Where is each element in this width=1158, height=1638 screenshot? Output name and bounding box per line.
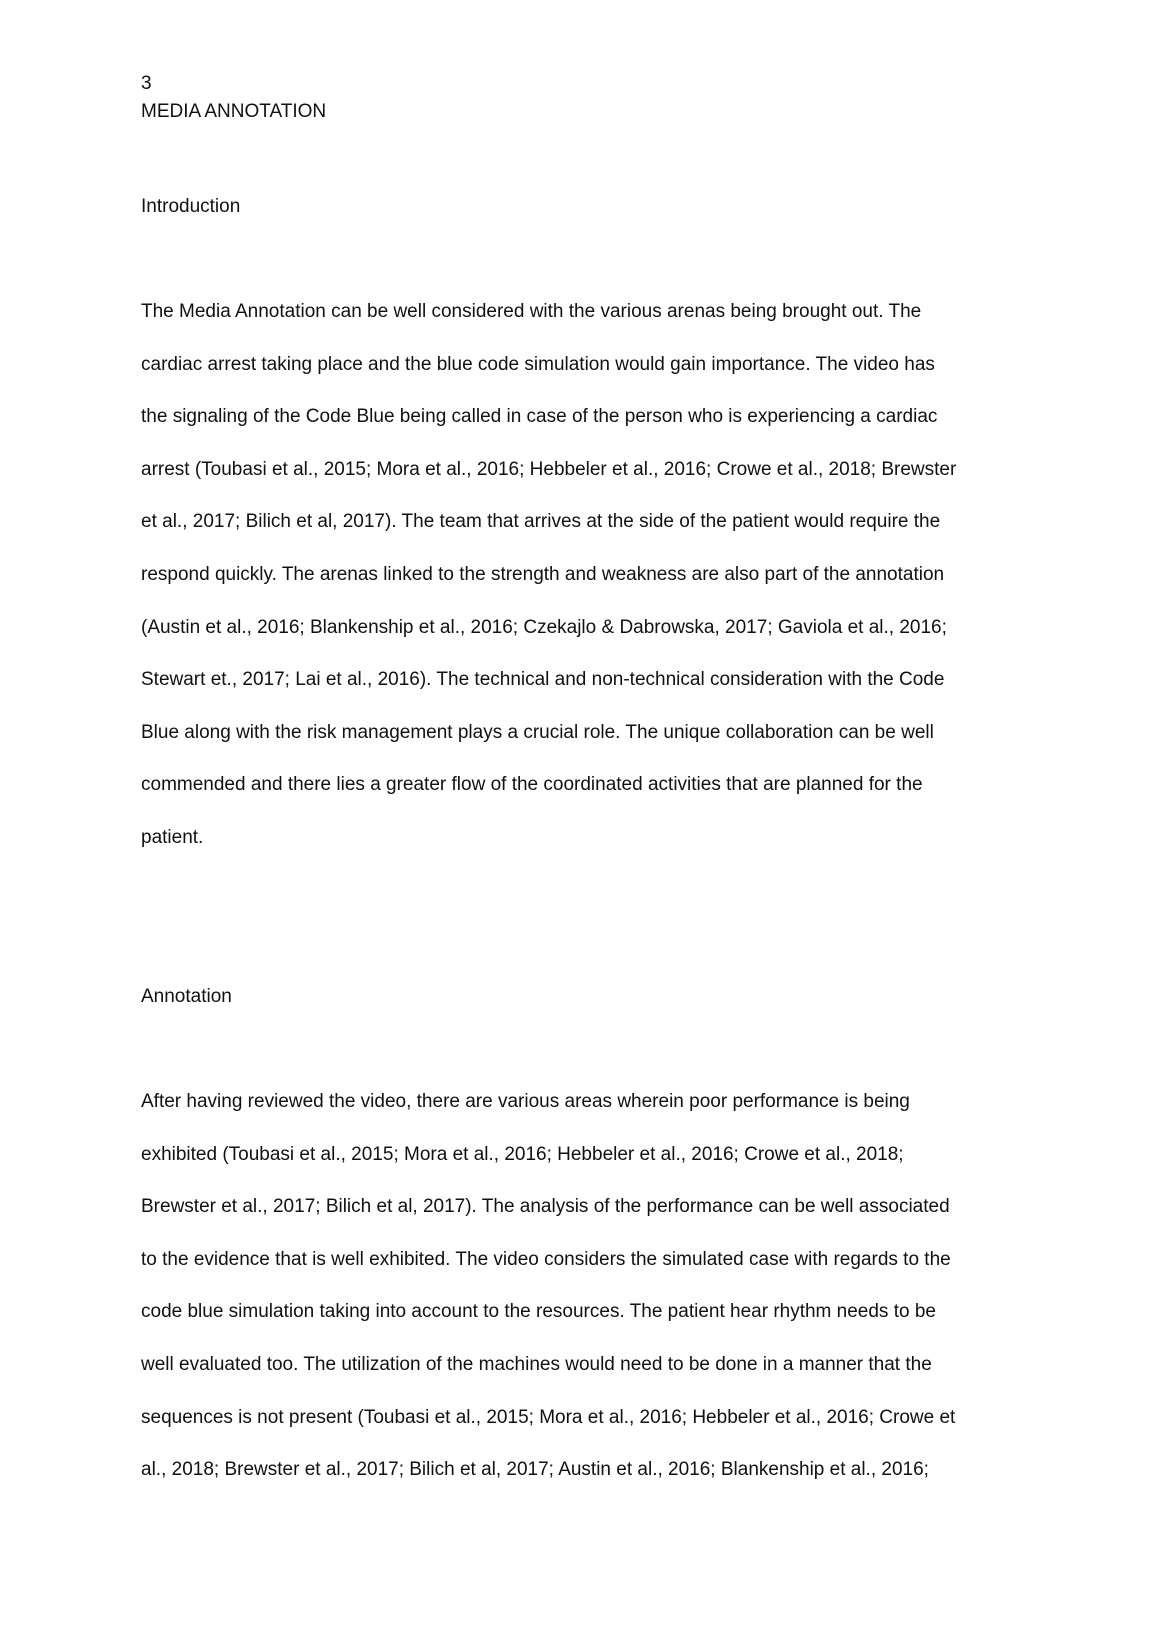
page-header bbox=[141, 70, 326, 126]
paragraph-line: cardiac arrest taking place and the blue code simulation would gain importance. The video has bbox=[141, 353, 935, 375]
section-heading-introduction: Introduction bbox=[141, 196, 241, 217]
paragraph-line: After having reviewed the video, there are various areas wherein poor performance is being bbox=[141, 1091, 910, 1112]
paragraph-line: respond quickly. The arenas linked to the strength and weakness are also part of the annotation bbox=[141, 563, 945, 585]
paragraph-line: Blue along with the risk management plays a crucial role. The unique collaboration can be well bbox=[141, 721, 934, 743]
paragraph-line: Brewster et al., 2017; Bilich et al, 2017). The analysis of the performance can be well associated bbox=[141, 1196, 950, 1218]
paragraph-line: (Austin et al., 2016; Blankenship et al., 2016; Czekajlo & Dabrowska, 2017; Gaviola et al., 2016; bbox=[141, 616, 947, 638]
running-title: MEDIA ANNOTATION bbox=[141, 101, 327, 122]
paragraph-line: the signaling of the Code Blue being called in case of the person who is experiencing a cardiac bbox=[141, 406, 938, 428]
paragraph-line: sequences is not present (Toubasi et al., 2015; Mora et al., 2016; Hebbeler et al., 2016; Crowe et bbox=[141, 1406, 956, 1428]
paragraph-line: well evaluated too. The utilization of the machines would need to be done in a manner that the bbox=[141, 1353, 932, 1375]
paragraph-line: arrest (Toubasi et al., 2015; Mora et al., 2016; Hebbeler et al., 2016; Crowe et al., 2018; Brewster bbox=[141, 458, 957, 480]
paragraph-line: et al., 2017; Bilich et al, 2017). The team that arrives at the side of the patient would require the bbox=[141, 511, 941, 533]
paragraph-line: to the evidence that is well exhibited. The video considers the simulated case with regards to the bbox=[141, 1248, 951, 1270]
paragraph-line: exhibited (Toubasi et al., 2015; Mora et al., 2016; Hebbeler et al., 2016; Crowe et al., 2018; bbox=[141, 1143, 904, 1165]
section-heading-annotation: Annotation bbox=[141, 986, 232, 1007]
paragraph-line: Stewart et., 2017; Lai et al., 2016). The technical and non-technical consideration with the Code bbox=[141, 669, 945, 691]
paragraph-line: code blue simulation taking into account to the resources. The patient hear rhythm needs to be bbox=[141, 1301, 936, 1323]
paragraph-line: commended and there lies a greater flow of the coordinated activities that are planned for the bbox=[141, 774, 923, 796]
paragraph-line: The Media Annotation can be well considered with the various arenas being brought out. The bbox=[141, 301, 922, 322]
introduction-paragraph bbox=[141, 298, 1021, 877]
page-number: 3 bbox=[141, 73, 152, 94]
paragraph-line: patient. bbox=[141, 826, 204, 848]
paragraph-line: al., 2018; Brewster et al., 2017; Bilich et al, 2017; Austin et al., 2016; Blankenship et al., 2016; bbox=[141, 1459, 929, 1481]
annotation-paragraph bbox=[141, 1088, 1021, 1509]
